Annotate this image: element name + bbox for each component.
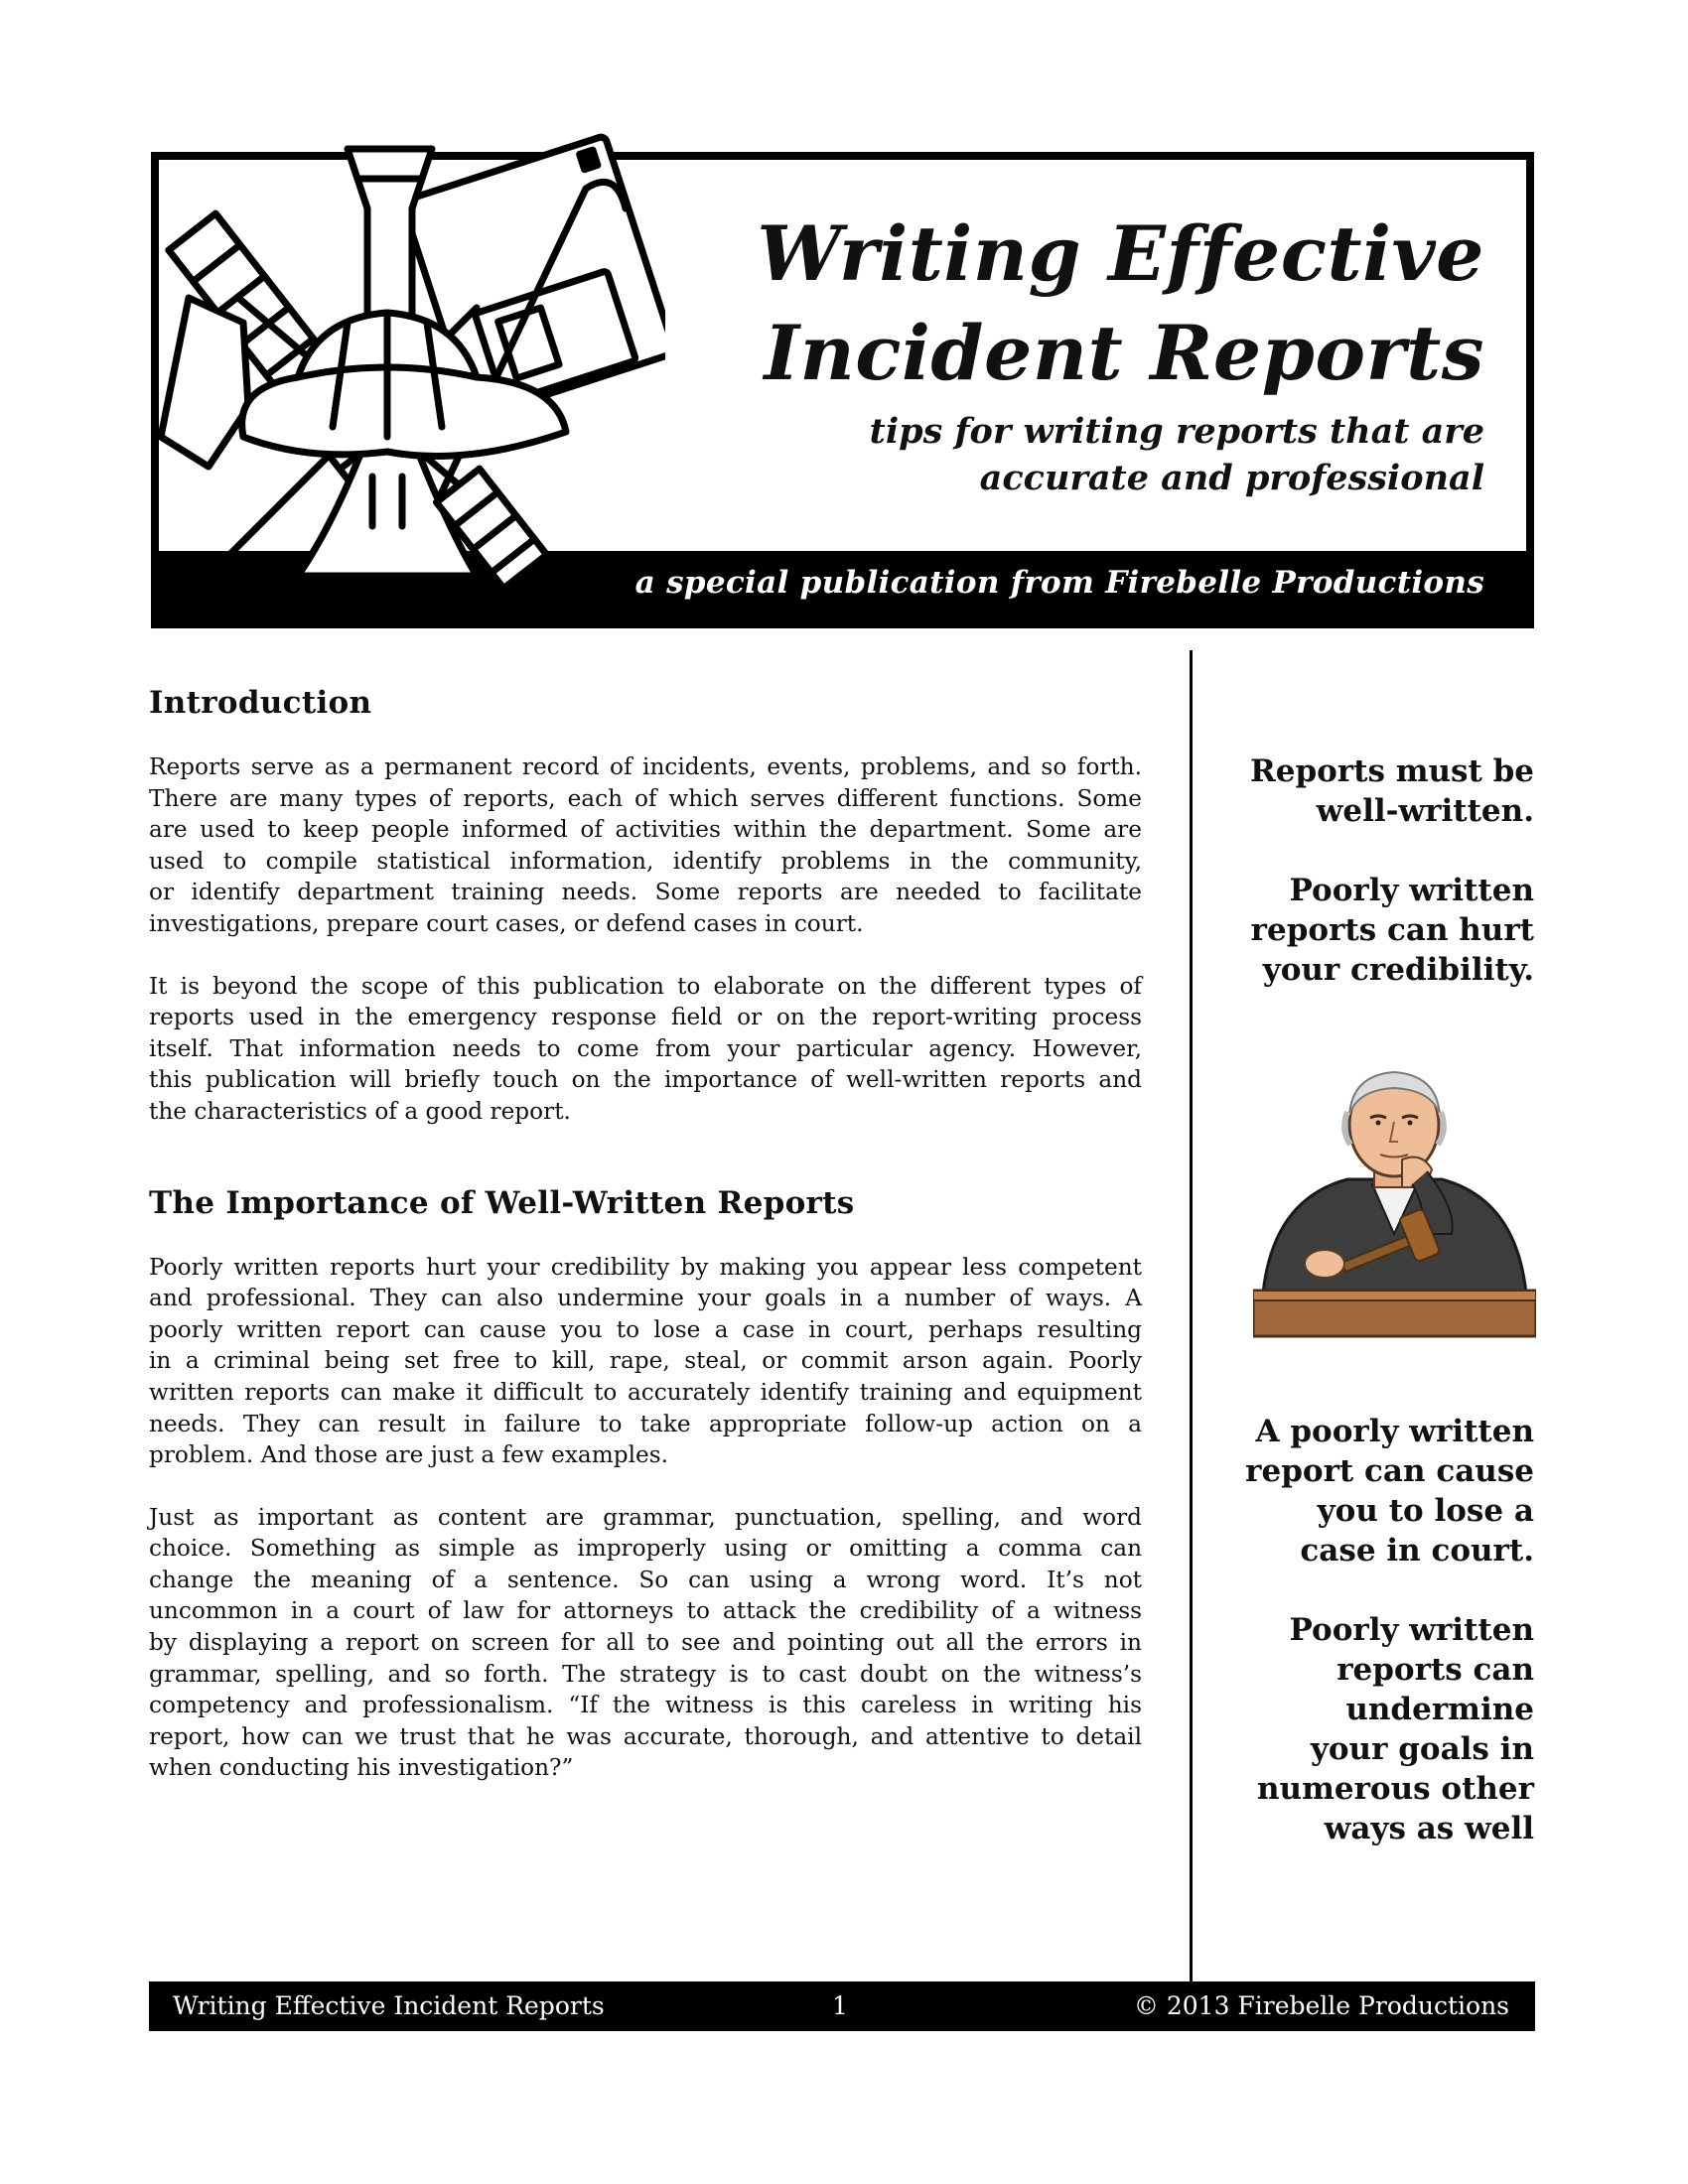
paragraph: It is beyond the scope of this publication to elaborate on the different types of reports used in the emergency response field or on the report-writing process itself. That information needs to come from your particular agency. However, this publication will briefly touch on the importance of well-written reports and the characteristics of a good report. (149, 972, 1142, 1125)
judge-illustration-icon (1253, 1060, 1536, 1338)
publisher-text: a special publication from Firebelle Productions (634, 565, 1484, 601)
page-number: 1 (832, 1991, 848, 2020)
footer-title: Writing Effective Incident Reports (173, 1991, 605, 2020)
sidebar-callout: Reports must be well-written. (1249, 753, 1534, 829)
main-content (149, 685, 1142, 1784)
sidebar-callout: Poorly written reports can undermine your goals in numerous other ways as well (1257, 1612, 1534, 1846)
copyright-text: © 2013 Firebelle Productions (1133, 1991, 1509, 2020)
section-heading: The Importance of Well-Written Reports (149, 1184, 855, 1221)
fire-emblem-icon (149, 109, 665, 635)
section-heading: Introduction (149, 685, 372, 721)
page-subtitle: tips for writing reports that are accurate and professional (869, 411, 1484, 498)
page-title: Writing Effective Incident Reports (757, 209, 1484, 397)
page-footer (149, 1981, 1535, 2031)
sidebar-callout: A poorly written report can cause you to lose a case in court. (1245, 1414, 1534, 1569)
column-divider (1190, 650, 1193, 1985)
paragraph: Reports serve as a permanent record of incidents, events, problems, and so forth. There are many types of reports, each of which serves different functions. Some are used to keep people informed of activities within the department. Some are used to compile statistical information, identify problems in the community, or identify department training needs. Some reports are needed to facilitate investigations, prepare court cases, or defend cases in court. (149, 753, 1142, 937)
paragraph: Poorly written reports hurt your credibility by making you appear less competent and professional. They can also undermine your goals in a number of ways. A poorly written report can cause you to lose a case in court, perhaps resulting in a criminal being set free to kill, rape, steal, or commit arson again. Poorly written reports can make it difficult to accurately identify training and equipment needs. They can result in failure to take appropriate follow-up action on a problem. And those are just a few examples. (149, 1253, 1142, 1469)
paragraph: Just as important as content are grammar, punctuation, spelling, and word choice. Something as simple as improperly using or omitting a comma can change the meaning of a sentence. So can using a wrong word. It’s not uncommon in a court of law for attorneys to attack the credibility of a witness by displaying a report on screen for all to see and pointing out all the errors in grammar, spelling, and so forth. The strategy is to cast doubt on the witness’s competency and professionalism. “If the witness is this careless in writing his report, how can we trust that he was accurate, thorough, and attentive to detail when conducting his investigation?” (149, 1503, 1142, 1782)
sidebar-callout: Poorly written reports can hurt your credibility. (1250, 873, 1534, 988)
